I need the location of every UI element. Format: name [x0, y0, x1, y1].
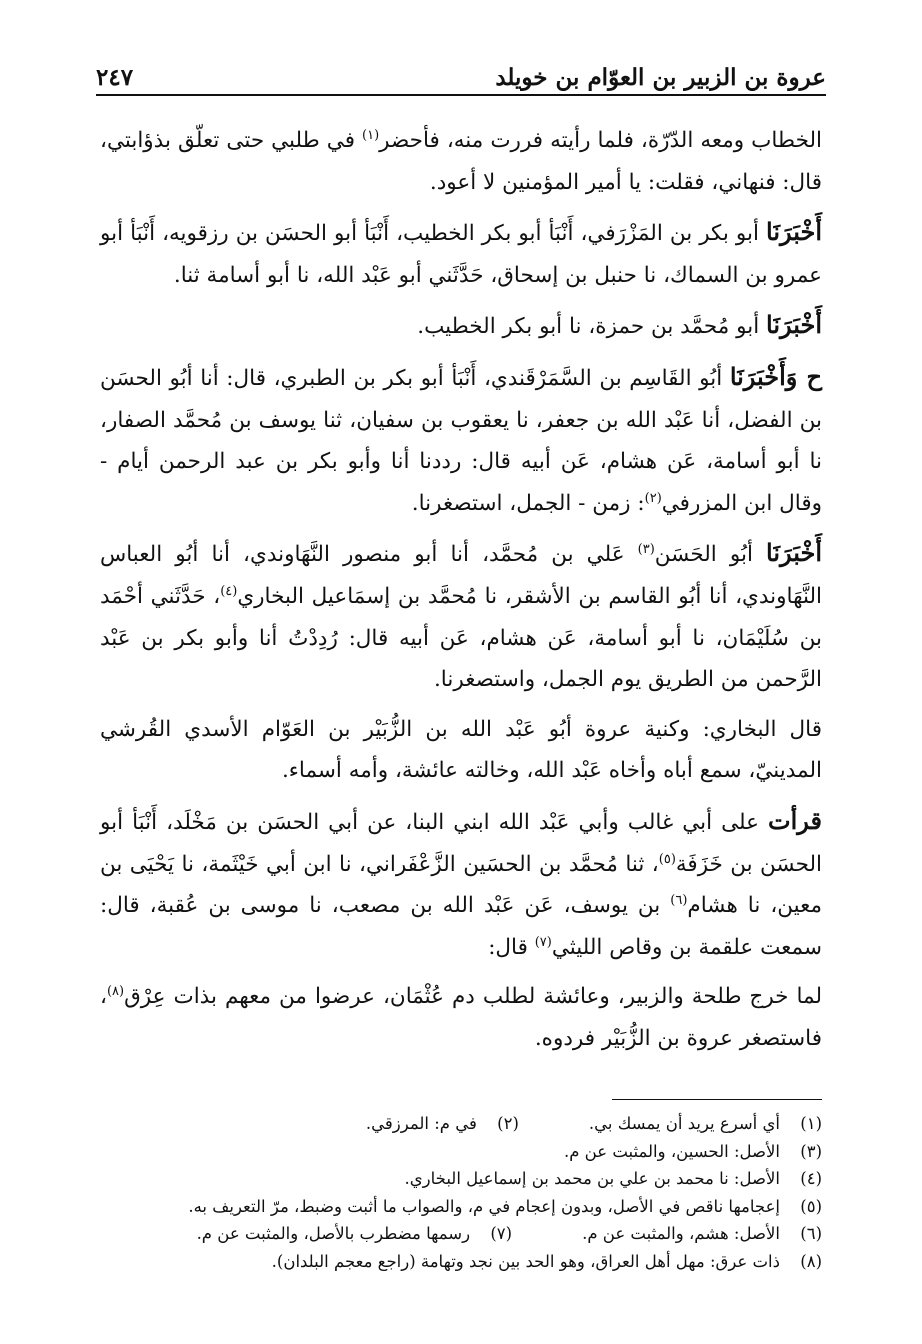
paragraph-text: قال البخاري: وكنية عروة أبُو عَبْد الله بن الزُّبَيْر بن العَوّام الأسدي القُرشي المدينيّ، سمع أباه وأخاه عَبْد الله، وخالته عائشة، وأمه أسماء.	[100, 716, 822, 784]
paragraph-text: ، فاستصغر عروة بن الزُّبَيْر فردوه.	[100, 984, 822, 1051]
footnote	[100, 1165, 822, 1193]
paragraph-text: على أبي غالب وأبي عَبْد الله ابني البنا، عن أبي الحسَن بن مَخْلَد، أَنْبَأ أبو الحسَن بن خَزَفَة	[100, 809, 822, 877]
paragraph-text: في طلبي حتى تعلّق بذؤابتي، قال: فنهاني، فقلت: يا أمير المؤمنين لا أعود.	[100, 128, 822, 195]
footnote	[100, 1138, 822, 1166]
footnote	[100, 1193, 822, 1221]
paragraph	[100, 800, 822, 968]
paragraph-text: ، حَدَّثَني أحْمَد بن سُلَيْمَان، نا أبو أسامة، عَن هشام، عَن أبيه قال: رُدِدْتُ أنا وأبو بكر بن عَبْد الرَّحمن من الطريق يوم الجمل، واستصغرنا.	[100, 583, 822, 693]
page-number: ٢٤٧	[96, 64, 134, 91]
paragraph-text: أبُو الحَسَن	[654, 542, 767, 568]
footnote-ref: (٧)	[534, 934, 552, 950]
footnote-number: (٧)	[490, 1224, 513, 1243]
transmission-cue: ح وَأَخْبَرَنَا	[729, 361, 822, 391]
footnote-ref: (٣)	[637, 542, 655, 558]
transmission-cue: أَخْبَرَنَا	[766, 217, 822, 247]
footnote	[100, 1220, 822, 1248]
footnote-number: (٣)	[800, 1141, 822, 1161]
paragraph-text: الخطاب ومعه الدّرّة، فلما رأيته فررت منه، فأحضر	[379, 128, 822, 153]
paragraph-text: ، ثنا مُحمَّد بن الحسَين الزَّعْفَراني، نا ابن أبي خَيْثَمة، نا يَحْيَى بن معين، نا هشام	[100, 851, 823, 919]
footnote-text: رسمها مضطرب بالأصل، والمثبت عن م.	[196, 1224, 471, 1243]
paragraph-text: قال:	[488, 934, 535, 960]
paragraph	[100, 120, 822, 203]
paragraph-text: أبو مُحمَّد بن حمزة، نا أبو بكر الخطيب.	[417, 314, 767, 340]
footnote-text: الأصل: نا محمد بن علي بن محمد بن إسماعيل البخاري.	[404, 1169, 780, 1188]
paragraph-text: بن يوسف، عَن عَبْد الله بن مصعب، نا موسى بن عُقبة، قال: سمعت علقمة بن وقاص الليثي	[100, 893, 822, 960]
footnote-number: (١)	[800, 1114, 822, 1133]
paragraph	[100, 211, 822, 296]
footnote-rule	[612, 1099, 822, 1100]
paragraph-text: عَلي بن مُحمَّد، أنا أبو منصور النَّهَاوندي، أنا أبُو العباس النَّهَاوندي، أنا أبُو القاسم بن الأشقر، نا مُحمَّد بن إسمَاعيل البخاري	[100, 542, 823, 609]
footnote-text: ذات عرق: مهل أهل العراق، وهو الحد بين نجد وتهامة (راجع معجم البلدان).	[271, 1251, 780, 1271]
paragraph-text: : زمن - الجمل، استصغرنا.	[411, 490, 645, 516]
footnote-ref: (٢)	[644, 490, 662, 506]
footnote-text: الأصل: هشم، والمثبت عن م.	[582, 1224, 780, 1243]
footnote-ref: (٤)	[220, 583, 238, 599]
paragraph	[100, 304, 822, 348]
paragraph-text: أبو بكر بن المَزْرَفي، أَنْبَأ أبو بكر الخطيب، أَنْبَأ أبو الحسَن بن رزقويه، أَنْبَأ أبو عمرو بن السماك، نا حنبل بن إسحاق، حَدَّثَني أبو عَبْد الله، نا أبو أسامة ثنا.	[100, 221, 822, 288]
footnote-number: (٤)	[800, 1169, 822, 1188]
footnote-number: (٨)	[800, 1251, 822, 1271]
main-text	[100, 120, 822, 1067]
transmission-cue: أَخْبَرَنَا	[766, 538, 822, 568]
paragraph-text: أبُو القَاسِم بن السَّمَرْقَندي، أَنْبَأ أبو بكر بن الطبري، قال: أنا أبُو الحسَن بن الفضل، أنا عَبْد الله بن جعفر، نا يعقوب بن سفيان، ثنا يوسف بن مُحمَّد الصفار، نا أبو أسامة، عَن هشام، عَن أبيه قال: رددنا أنا وأبو بكر بن عبد الرحمن أيام - وقال ابن المزرفي	[100, 365, 822, 516]
paragraph	[100, 709, 822, 792]
transmission-cue: قرأت	[768, 805, 822, 835]
footnote-ref: (١)	[362, 127, 380, 143]
footnote-number: (٦)	[800, 1224, 822, 1243]
footnote-text: في م: المرزقي.	[365, 1114, 477, 1133]
footnote-ref: (٥)	[658, 851, 676, 867]
paragraph	[100, 532, 822, 700]
footnote-ref: (٨)	[106, 984, 125, 1000]
header-rule	[96, 94, 826, 96]
paragraph	[100, 356, 822, 524]
footnote-number: (٥)	[800, 1196, 822, 1216]
running-title: عروة بن الزبير بن العوّام بن خويلد	[495, 64, 826, 91]
footnote-ref: (٦)	[670, 892, 688, 908]
footnote-text: إعجامها ناقص في الأصل، وبدون إعجام في م، والصواب ما أثبت وضبط، مرّ التعريف به.	[188, 1196, 780, 1216]
footnotes	[100, 1110, 822, 1275]
paragraph-text: لما خرج طلحة والزبير، وعائشة لطلب دم عُثْمَان، عرضوا من معهم بذات عِرْق	[124, 984, 822, 1010]
transmission-cue: أَخْبَرَنَا	[766, 310, 822, 340]
footnote-number: (٢)	[497, 1114, 519, 1133]
footnote-text: الأصل: الحسين، والمثبت عن م.	[563, 1141, 780, 1161]
footnote	[100, 1110, 822, 1138]
footnote-text: أي أسرع يريد أن يمسك بي.	[588, 1114, 780, 1133]
footnote	[100, 1248, 822, 1276]
paragraph	[100, 976, 822, 1059]
page-header	[96, 60, 826, 96]
